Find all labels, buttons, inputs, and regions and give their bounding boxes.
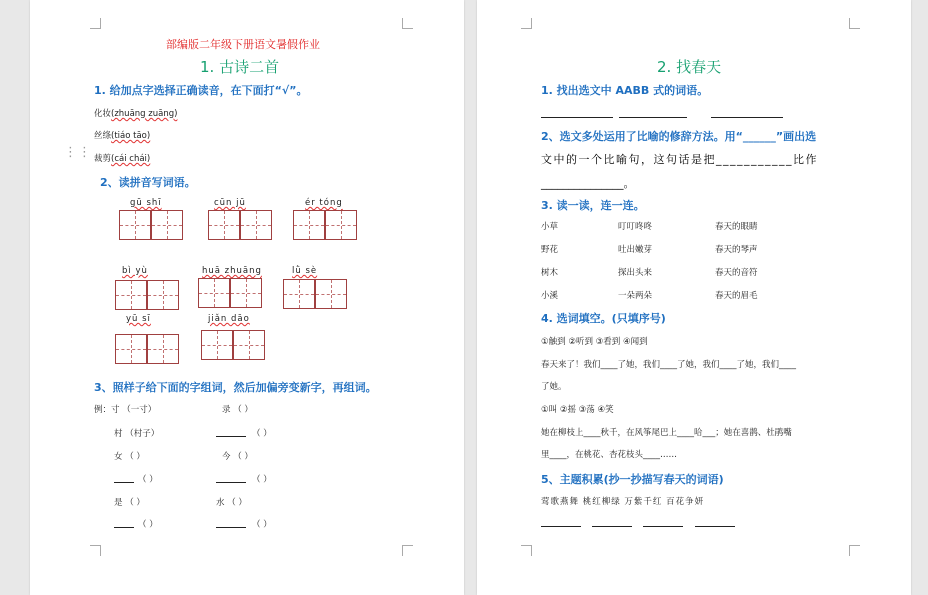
blank-line[interactable] (114, 527, 134, 528)
blank-line[interactable] (592, 526, 632, 527)
writing-grid[interactable] (283, 279, 315, 309)
match-left: 小草 (541, 222, 559, 232)
q3-cell: 例：寸 （一寸） (94, 405, 157, 415)
writing-grid[interactable] (293, 210, 325, 240)
q4-sentence: 春天来了！我们____了她，我们____了她，我们____了她，我们____ (541, 360, 797, 370)
crop-mark (402, 545, 413, 556)
blank-line[interactable] (216, 482, 246, 483)
q4-sentence: 了她。 (541, 382, 567, 392)
writing-grid[interactable] (230, 278, 262, 308)
writing-grid[interactable] (233, 330, 265, 360)
writing-grid[interactable] (201, 330, 233, 360)
blank-line[interactable] (216, 436, 246, 437)
blank-line[interactable] (619, 117, 687, 118)
q2-line: _______________。 (541, 177, 635, 190)
q4-sentence: 她在柳枝上____秋千，在风筝尾巴上____哈___；她在喜鹊、杜鹃嘴 (541, 428, 792, 438)
blank-line[interactable] (695, 526, 735, 527)
q1-item: 丝绦(tiáo tāo) (94, 131, 151, 141)
question-3-title: 3. 读一读，连一连。 (541, 199, 645, 212)
writing-grid[interactable] (240, 210, 272, 240)
writing-grid[interactable] (147, 280, 179, 310)
blank-line[interactable] (114, 482, 134, 483)
q3-cell: （ ） (138, 475, 158, 485)
q2-line: 文中的一个比喻句，这句话是把___________比作 (541, 153, 818, 166)
q3-cell: 村 （村子） (114, 429, 160, 439)
q3-cell: 是 （ ） (114, 498, 145, 508)
crop-mark (849, 18, 860, 29)
writing-grid[interactable] (325, 210, 357, 240)
q3-cell: 水 （ ） (216, 498, 247, 508)
crop-mark (90, 545, 101, 556)
match-middle: 叮叮咚咚 (618, 222, 653, 232)
blank-line[interactable] (541, 117, 613, 118)
q3-cell: 女 （ ） (114, 452, 145, 462)
question-5-title: 5、主题积累(抄一抄描写春天的词语) (541, 473, 724, 486)
document-header: 部编版二年级下册语文暑假作业 (166, 38, 320, 51)
crop-mark (90, 18, 101, 29)
match-right: 春天的音符 (715, 268, 758, 278)
pinyin-label: ér tóng (305, 198, 343, 208)
crop-mark (521, 18, 532, 29)
crop-mark (849, 545, 860, 556)
question-1-title: 1. 找出选文中 AABB 式的词语。 (541, 84, 709, 97)
writing-grid[interactable] (208, 210, 240, 240)
writing-grid[interactable] (147, 334, 179, 364)
match-right: 春天的眉毛 (715, 291, 758, 301)
q3-cell: （ ） (252, 475, 272, 485)
writing-grid[interactable] (115, 334, 147, 364)
writing-grid[interactable] (315, 279, 347, 309)
lesson-title: 2. 找春天 (657, 58, 722, 76)
question-3-title: 3、照样子给下面的字组词，然后加偏旁变新字，再组词。 (94, 381, 377, 394)
q4-options: ①触到 ②听到 ③看到 ④闻到 (541, 337, 648, 347)
q3-cell: （ ） (138, 520, 158, 530)
q4-sentence: 里____，在桃花、杏花枝头____…… (541, 450, 678, 460)
q3-cell: （ ） (252, 429, 272, 439)
match-middle: 探出头来 (618, 268, 653, 278)
left-page (30, 0, 464, 595)
q1-item: 化妆(zhuāng zuāng) (94, 109, 178, 119)
writing-grid[interactable] (119, 210, 151, 240)
pinyin-label: yū sī (126, 314, 151, 324)
question-1-title: 1. 给加点字选择正确读音，在下面打“√”。 (94, 84, 308, 97)
writing-grid[interactable] (198, 278, 230, 308)
pinyin-label: cūn jū (214, 198, 246, 208)
question-2-title: 2、读拼音写词语。 (100, 176, 196, 189)
question-4-title: 4. 选词填空。(只填序号) (541, 312, 666, 325)
q3-cell: 今 （ ） (222, 452, 253, 462)
q5-words: 莺歌燕舞 桃红柳绿 万紫千红 百花争妍 (541, 497, 705, 507)
writing-grid[interactable] (151, 210, 183, 240)
match-right: 春天的眼睛 (715, 222, 758, 232)
blank-line[interactable] (216, 527, 246, 528)
match-left: 小溪 (541, 291, 559, 301)
pinyin-label: jiǎn dāo (208, 314, 250, 324)
q3-cell: 录 （ ） (222, 405, 253, 415)
q4-options: ①叫 ②摇 ③荡 ④笑 (541, 405, 614, 415)
match-middle: 一朵两朵 (618, 291, 653, 301)
lesson-title: 1. 古诗二首 (200, 58, 280, 76)
question-2-title: 2、选文多处运用了比喻的修辞方法。用“______”画出选 (541, 130, 817, 143)
drag-handle-icon[interactable]: ⋮⋮ (64, 145, 92, 160)
pinyin-label: lǜ sè (292, 266, 318, 276)
blank-line[interactable] (643, 526, 683, 527)
match-left: 野花 (541, 245, 559, 255)
right-page (477, 0, 911, 595)
pinyin-label: bì yù (122, 266, 148, 276)
match-right: 春天的琴声 (715, 245, 758, 255)
writing-grid[interactable] (115, 280, 147, 310)
crop-mark (521, 545, 532, 556)
pinyin-label: gū shī (130, 198, 162, 208)
match-left: 树木 (541, 268, 559, 278)
crop-mark (402, 18, 413, 29)
match-middle: 吐出嫩芽 (618, 245, 653, 255)
q1-item: 裁剪(cái chái) (94, 154, 151, 164)
blank-line[interactable] (541, 526, 581, 527)
pinyin-label: huā zhuāng (202, 266, 262, 276)
q3-cell: （ ） (252, 520, 272, 530)
blank-line[interactable] (711, 117, 783, 118)
